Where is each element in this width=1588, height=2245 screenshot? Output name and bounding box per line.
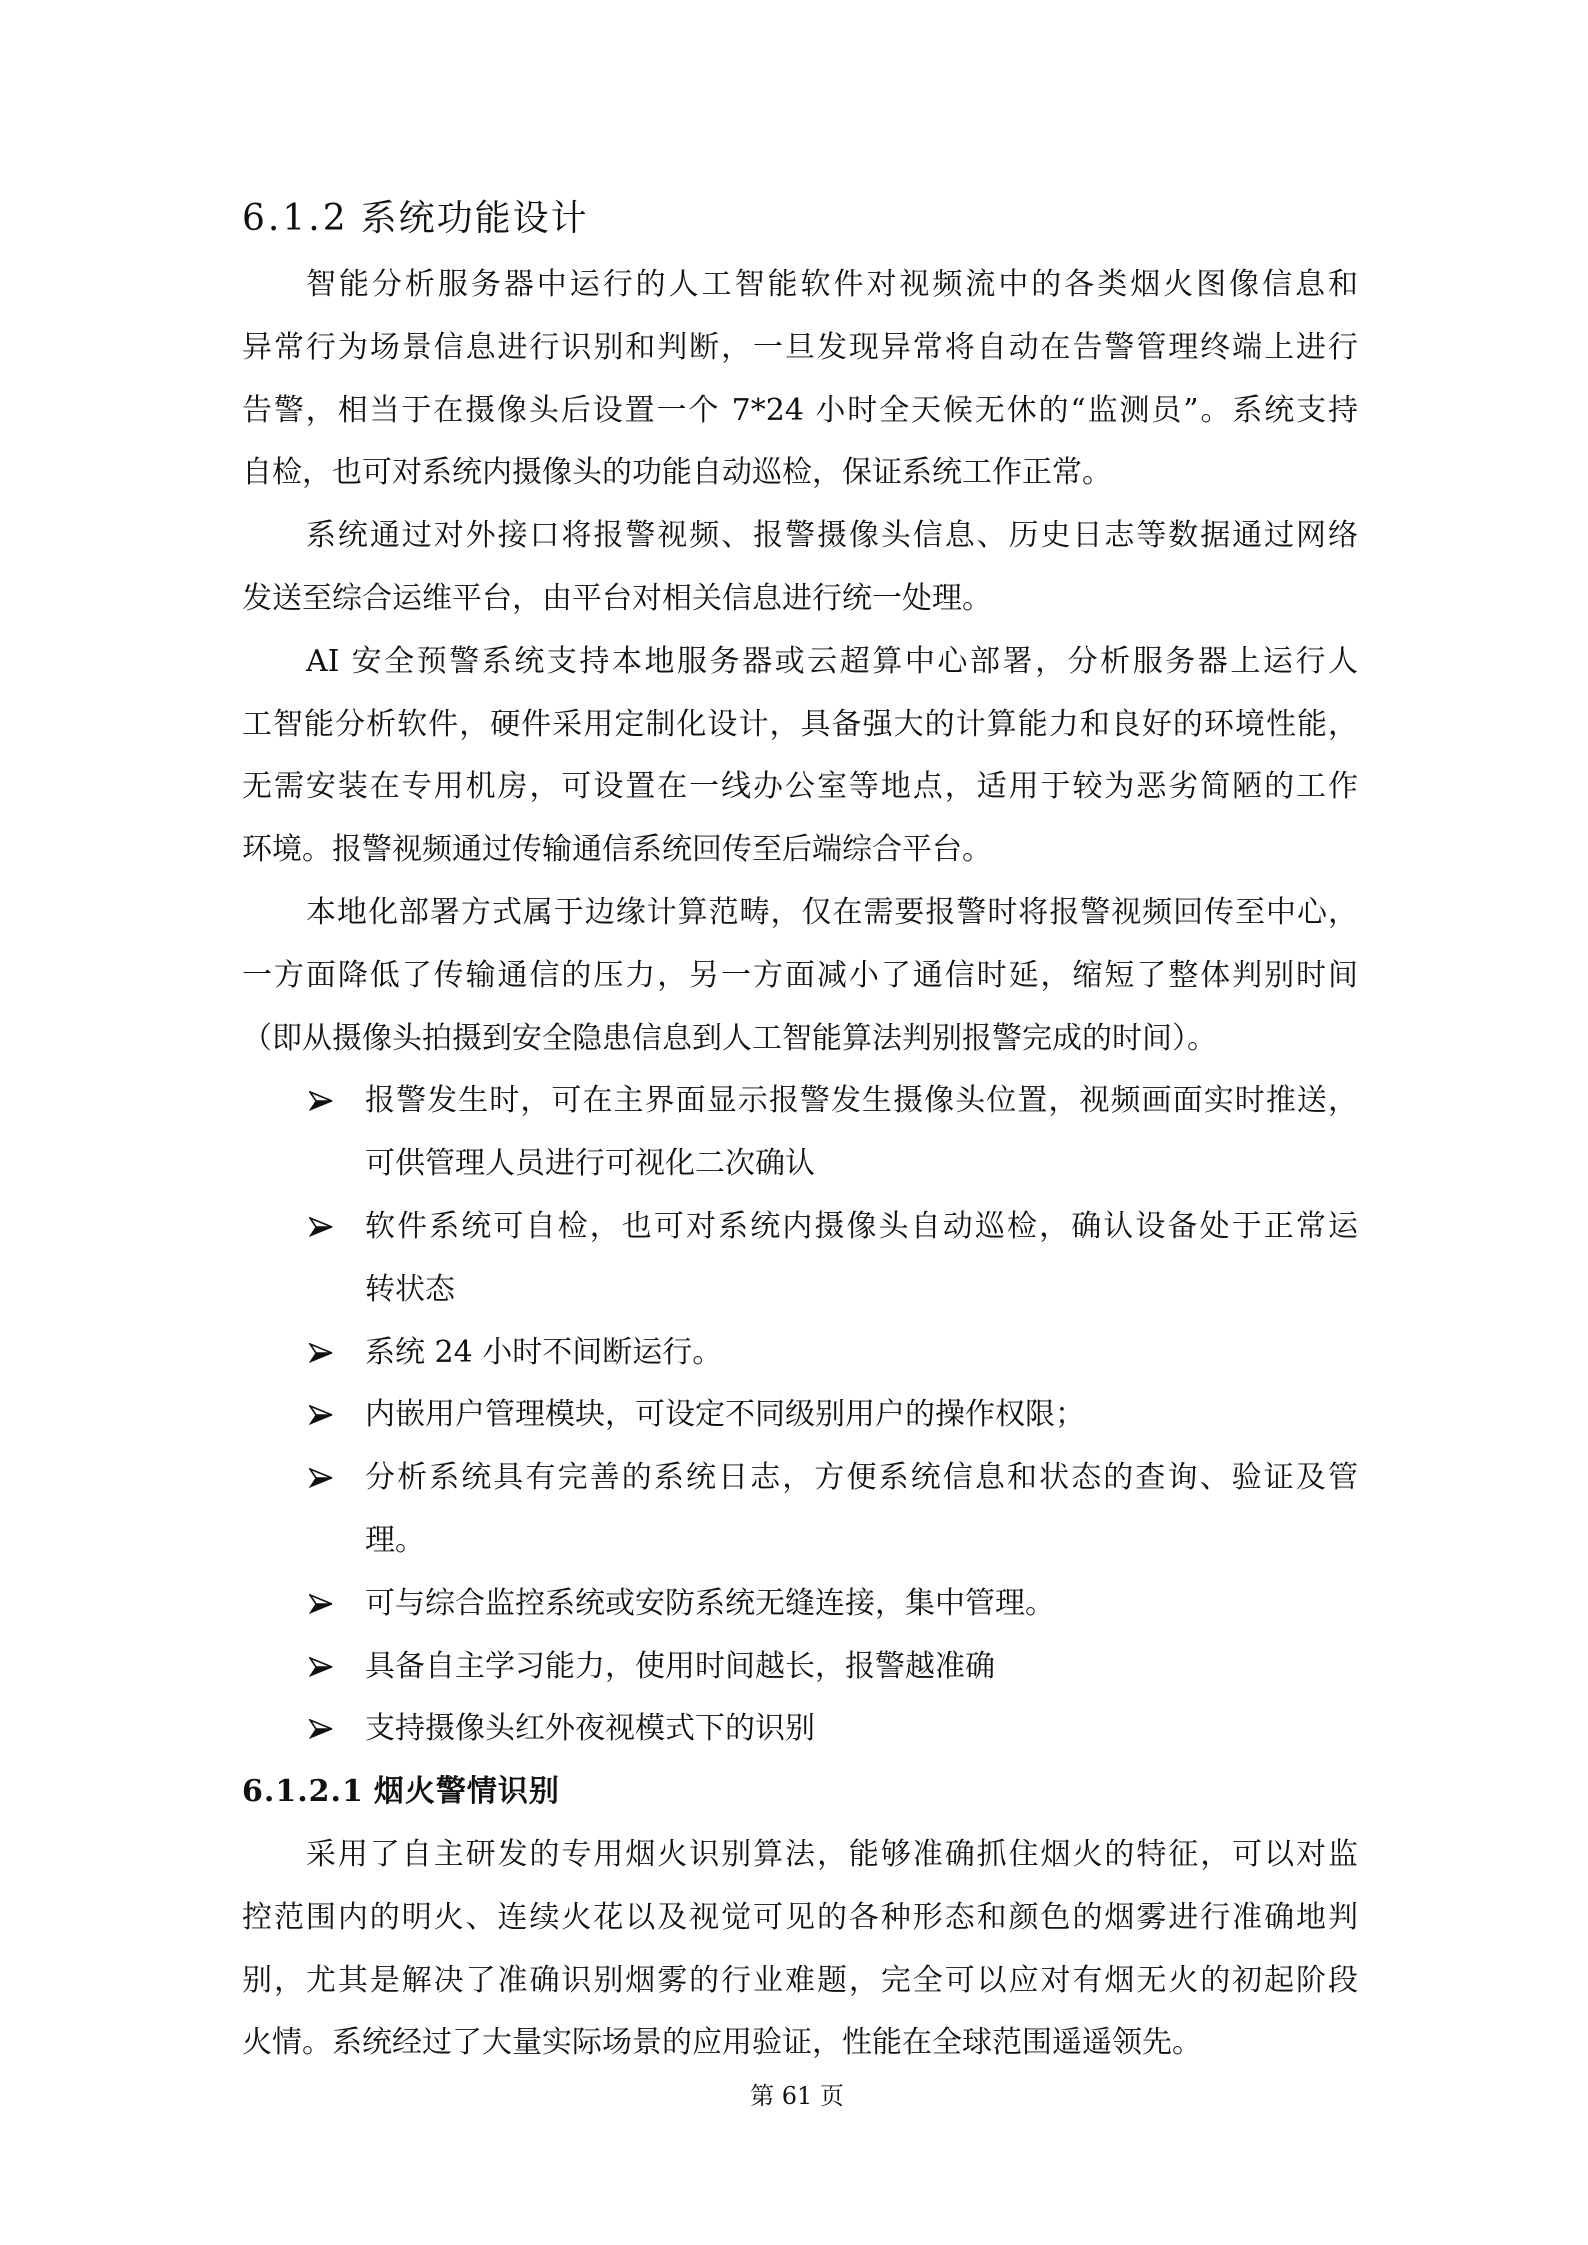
bullet-text: 软件系统可自检，也可对系统内摄像头自动巡检，确认设备处于正常运 [365, 1208, 1358, 1244]
bullet-text: 内嵌用户管理模块，可设定不同级别用户的操作权限； [365, 1397, 1085, 1433]
bullet-item [242, 1384, 1358, 1447]
body-text-line: （即从摄像头拍摄到安全隐患信息到人工智能算法判别报警完成的时间）。 [242, 1020, 1217, 1056]
body-text-line: 发送至综合运维平台，由平台对相关信息进行统一处理。 [242, 580, 992, 616]
bullet-line [242, 1636, 1358, 1699]
bullet-arrow-icon [309, 1091, 333, 1111]
section-title: 系统功能设计 [360, 198, 589, 239]
body-text-line: 系统通过对外接口将报警视频、报警摄像头信息、历史日志等数据通过网络 [306, 518, 1358, 554]
bullet-text: 系统 24 小时不间断运行。 [365, 1334, 723, 1370]
bullet-arrow-icon [309, 1217, 333, 1237]
body-text-line: 自检，也可对系统内摄像头的功能自动巡检，保证系统工作正常。 [242, 455, 1112, 491]
bullet-text: 可与综合监控系统或安防系统无缝连接，集中管理。 [365, 1585, 1055, 1621]
body-text-line: 别，尤其是解决了准确识别烟雾的行业难题，完全可以应对有烟无火的初起阶段 [242, 1962, 1358, 1998]
bullet-arrow-icon [309, 1343, 333, 1363]
bullet-text: 具备自主学习能力，使用时间越长，报警越准确 [365, 1648, 995, 1684]
bullet-line [242, 1196, 1358, 1259]
bullet-item [242, 1070, 1358, 1196]
bullet-item [242, 1196, 1358, 1322]
bullet-continuation-line: 可供管理人员进行可视化二次确认 [365, 1146, 815, 1182]
bullet-text: 分析系统具有完善的系统日志，方便系统信息和状态的查询、验证及管 [365, 1460, 1358, 1496]
bullet-item [242, 1636, 1358, 1699]
body-text-line: 环境。报警视频通过传输通信系统回传至后端综合平台。 [242, 832, 992, 868]
bullet-arrow-icon [309, 1468, 333, 1488]
bullet-item [242, 1322, 1358, 1385]
bullet-line [242, 1573, 1358, 1636]
body-text-line: 火情。系统经过了大量实际场景的应用验证，性能在全球范围遥遥领先。 [242, 2025, 1202, 2061]
subsection-heading [242, 1761, 1358, 1824]
bullet-line [242, 1447, 1358, 1510]
bullet-text: 支持摄像头红外夜视模式下的识别 [365, 1711, 815, 1747]
bullet-item [242, 1698, 1358, 1761]
body-text-line: 智能分析服务器中运行的人工智能软件对视频流中的各类烟火图像信息和 [306, 267, 1358, 302]
section-number: 6.1.2 [242, 198, 349, 239]
body-text-line: 工智能分析软件，硬件采用定制化设计，具备强大的计算能力和良好的环境性能， [242, 706, 1358, 742]
section-heading [242, 194, 589, 244]
body-text-line: 控范围内的明火、连续火花以及视觉可见的各种形态和颜色的烟雾进行准确地判 [242, 1899, 1358, 1935]
bullet-item [242, 1447, 1358, 1573]
subsection-number: 6.1.2.1 [242, 1774, 364, 1810]
body-text-line: 无需安装在专用机房，可设置在一线办公室等地点，适用于较为恶劣简陋的工作 [242, 769, 1358, 805]
bullet-arrow-icon [309, 1405, 333, 1425]
bullet-arrow-icon [309, 1719, 333, 1739]
bullet-continuation-line: 理。 [365, 1522, 425, 1558]
bullet-line [242, 1322, 1358, 1385]
body-text-line: 告警，相当于在摄像头后设置一个 7*24 小时全天候无休的“监测员”。系统支持 [242, 392, 1358, 428]
document-body [242, 254, 1358, 2075]
body-text-line: 一方面降低了传输通信的压力，另一方面减小了通信时延，缩短了整体判别时间 [242, 957, 1358, 993]
bullet-text: 报警发生时，可在主界面显示报警发生摄像头位置，视频画面实时推送， [365, 1083, 1358, 1119]
bullet-line [242, 1070, 1358, 1133]
bullet-arrow-icon [309, 1657, 333, 1677]
body-text-line: 采用了自主研发的专用烟火识别算法，能够准确抓住烟火的特征，可以对监 [306, 1836, 1358, 1872]
page-number-footer: 第 61 页 [750, 2082, 844, 2110]
body-text-line: AI 安全预警系统支持本地服务器或云超算中心部署，分析服务器上运行人 [306, 643, 1358, 679]
body-text-line: 本地化部署方式属于边缘计算范畴，仅在需要报警时将报警视频回传至中心， [306, 894, 1358, 930]
bullet-line [242, 1384, 1358, 1447]
bullet-line [242, 1698, 1358, 1761]
body-text-line: 异常行为场景信息进行识别和判断，一旦发现异常将自动在告警管理终端上进行 [242, 329, 1358, 365]
bullet-continuation-line: 转状态 [365, 1271, 455, 1307]
subsection-title: 烟火警情识别 [373, 1774, 560, 1810]
bullet-arrow-icon [309, 1594, 333, 1614]
bullet-item [242, 1573, 1358, 1636]
